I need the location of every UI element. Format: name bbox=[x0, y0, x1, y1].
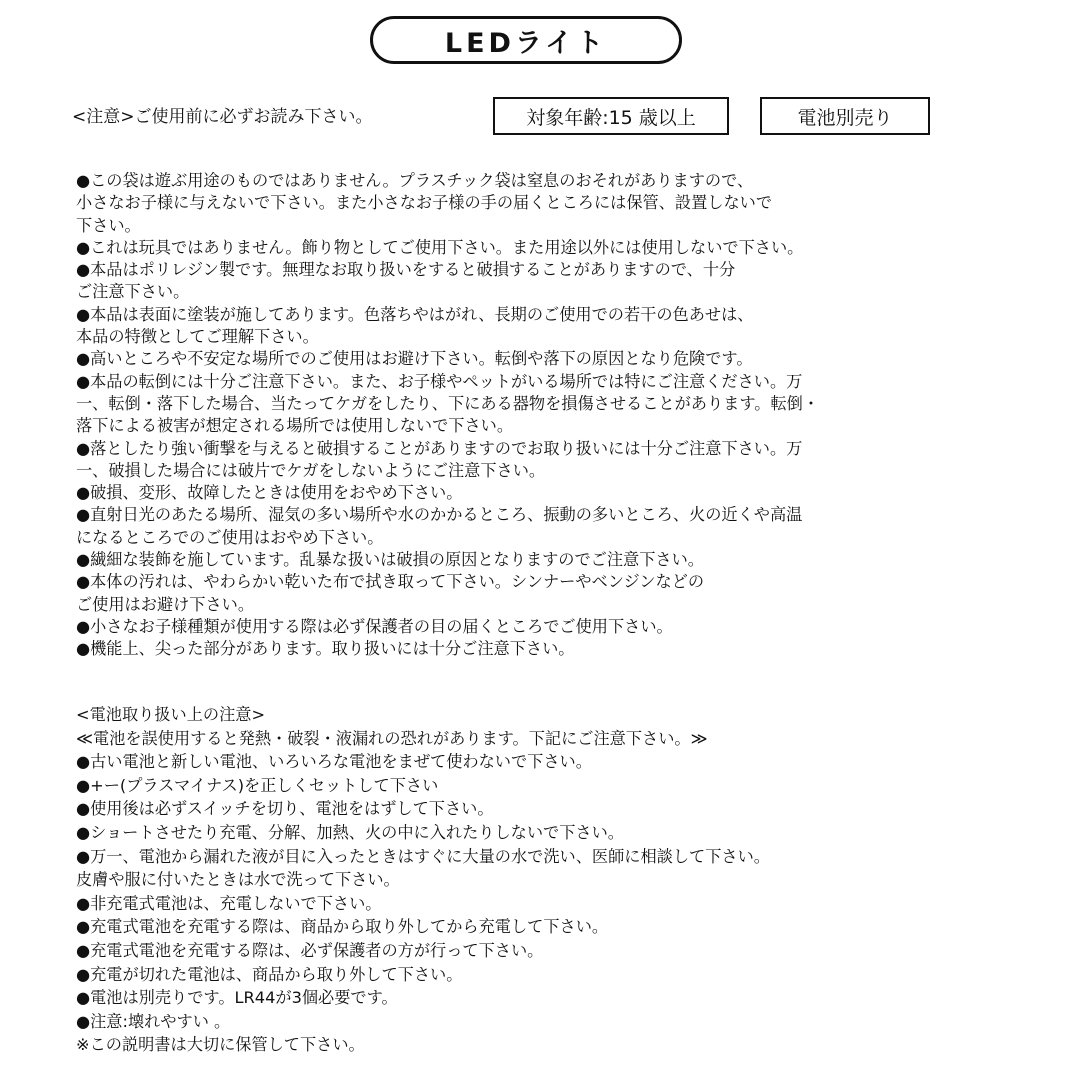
caution-line: ●破損、変形、故障したときは使用をおやめ下さい。 bbox=[76, 483, 463, 503]
caution-line: ●落としたり強い衝撃を与えると破損することがありますのでお取り扱いには十分ご注意下さい。万 bbox=[76, 438, 803, 458]
battery-caution-line: ●使用後は必ずスイッチを切り、電池をはずして下さい。 bbox=[76, 799, 494, 819]
caution-line: 下さい。 bbox=[76, 215, 141, 235]
caution-line: ●この袋は遊ぶ用途のものではありません。プラスチック袋は窒息のおそれがありますので、 bbox=[76, 171, 754, 190]
caution-line: ご注意下さい。 bbox=[76, 282, 190, 302]
caution-line: ●直射日光のあたる場所、湿気の多い場所や水のかかるところ、振動の多いところ、火の近くや高温 bbox=[76, 505, 803, 525]
caution-line: 一、転倒・落下した場合、当たってケガをしたり、下にある器物を損傷させることがあります。転倒・ bbox=[76, 393, 820, 413]
battery-caution-line: ●+ー(プラスマイナス)を正しくセットして下さい bbox=[76, 775, 439, 795]
battery-caution-line: ●電池は別売りです。LR44が3個必要です。 bbox=[76, 988, 398, 1008]
caution-list bbox=[76, 170, 1066, 661]
caution-line: 一、破損した場合には破片でケガをしないようにご注意下さい。 bbox=[76, 460, 546, 480]
caution-line: ご使用はお避け下さい。 bbox=[76, 594, 255, 614]
battery-caution-line: ●古い電池と新しい電池、いろいろな電池をまぜて使わないで下さい。 bbox=[76, 752, 592, 772]
caution-line: ●本品の転倒には十分ご注意下さい。また、お子様やペットがいる場所では特にご注意ください。万 bbox=[76, 371, 803, 391]
caution-line: ●本体の汚れは、やわらかい乾いた布で拭き取って下さい。シンナーやベンジンなどの bbox=[76, 572, 705, 592]
notice-heading: <注意>ご使用前に必ずお読み下さい。 bbox=[72, 107, 373, 127]
age-rating-box: 対象年齢:15 歳以上 bbox=[493, 97, 729, 135]
battery-caution-line: ●充電が切れた電池は、商品から取り外して下さい。 bbox=[76, 964, 463, 984]
caution-line: ●これは玩具ではありません。飾り物としてご使用下さい。また用途以外には使用しないで下さい。 bbox=[76, 237, 804, 257]
battery-caution-line: ●充電式電池を充電する際は、必ず保護者の方が行って下さい。 bbox=[76, 940, 544, 960]
fragile-note: ●注意:壊れやすい 。 bbox=[76, 1011, 231, 1031]
battery-sold-separately-box: 電池別売り bbox=[760, 97, 930, 135]
caution-line: ●機能上、尖った部分があります。取り扱いには十分ご注意下さい。 bbox=[76, 639, 575, 659]
battery-section-heading: <電池取り扱い上の注意> bbox=[76, 705, 266, 724]
caution-line: ●高いところや不安定な場所でのご使用はお避け下さい。転倒や落下の原因となり危険です。 bbox=[76, 349, 753, 369]
battery-caution-list bbox=[76, 703, 1066, 1057]
caution-line: ●小さなお子様種類が使用する際は必ず保護者の目の届くところでご使用下さい。 bbox=[76, 616, 673, 636]
product-title: LEDライト bbox=[370, 16, 682, 64]
battery-caution-line: ●ショートさせたり充電、分解、加熱、火の中に入れたりしないで下さい。 bbox=[76, 822, 624, 842]
caution-line: になるところでのご使用はおやめ下さい。 bbox=[76, 527, 384, 547]
caution-line: ●繊細な装飾を施しています。乱暴な扱いは破損の原因となりますのでご注意下さい。 bbox=[76, 550, 704, 570]
caution-line: 落下による被害が想定される場所では使用しないで下さい。 bbox=[76, 416, 514, 436]
caution-line: ●本品は表面に塗装が施してあります。色落ちやはがれ、長期のご使用での若干の色あせは、 bbox=[76, 304, 754, 324]
battery-caution-line: 皮膚や服に付いたときは水で洗って下さい。 bbox=[76, 870, 400, 890]
caution-line: 小さなお子様に与えないで下さい。また小さなお子様の手の届くところには保管、設置しないで bbox=[76, 193, 773, 213]
battery-caution-line: ●万一、電池から漏れた液が目に入ったときはすぐに大量の水で洗い、医師に相談して下さい。 bbox=[76, 846, 770, 866]
caution-line: ●本品はポリレジン製です。無理なお取り扱いをすると破損することがありますので、十分 bbox=[76, 260, 736, 280]
battery-warning-line: ≪電池を誤使用すると発熱・破裂・液漏れの恐れがあります。下記にご注意下さい。≫ bbox=[76, 728, 708, 748]
keep-manual-note: ※この説明書は大切に保管して下さい。 bbox=[76, 1035, 365, 1055]
battery-caution-line: ●充電式電池を充電する際は、商品から取り外してから充電して下さい。 bbox=[76, 917, 609, 937]
battery-caution-line: ●非充電式電池は、充電しないで下さい。 bbox=[76, 893, 382, 913]
caution-line: 本品の特徴としてご理解下さい。 bbox=[76, 327, 319, 347]
